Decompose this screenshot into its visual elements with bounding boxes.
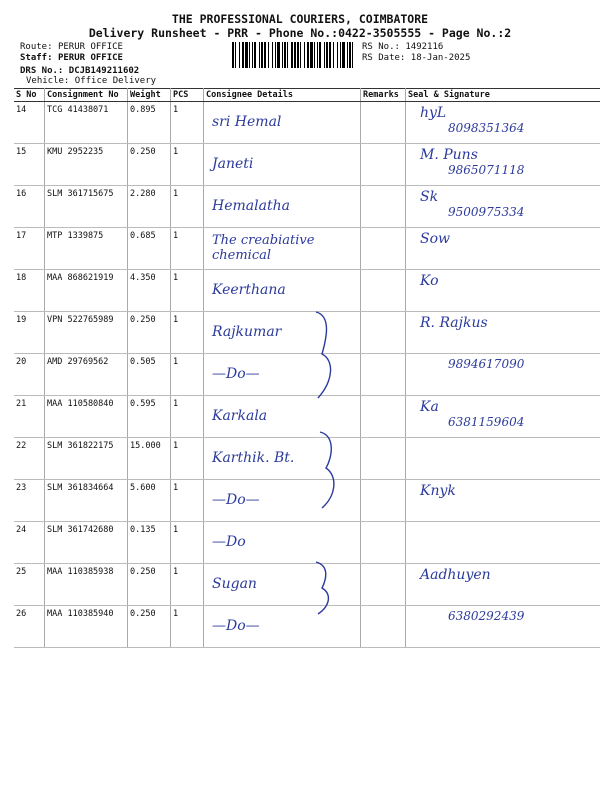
weight-cell: 0.595 xyxy=(128,396,171,438)
table-row xyxy=(14,396,600,438)
remarks-cell xyxy=(361,522,406,564)
table-row xyxy=(14,480,600,522)
consignee-handwriting: Sugan xyxy=(212,576,257,592)
pcs-cell: 1 xyxy=(171,564,204,606)
consignment-cell: VPN 522765989 xyxy=(45,312,128,354)
pcs-cell: 1 xyxy=(171,396,204,438)
consignee-handwriting: Janeti xyxy=(212,156,254,172)
table-row xyxy=(14,354,600,396)
phone-number: 9894617090 xyxy=(448,357,525,371)
remarks-cell xyxy=(361,228,406,270)
phone-number: 6381159604 xyxy=(448,415,525,429)
consignment-cell: TCG 41438071 xyxy=(45,102,128,144)
table-row xyxy=(14,270,600,312)
remarks-cell xyxy=(361,606,406,648)
pcs-cell: 1 xyxy=(171,312,204,354)
consignment-cell: SLM 361715675 xyxy=(45,186,128,228)
sno-cell: 14 xyxy=(14,102,45,144)
brace-22-24 xyxy=(316,430,342,510)
seal-signature-cell xyxy=(406,480,600,522)
weight-cell: 0.685 xyxy=(128,228,171,270)
rs-no-label: RS No.: xyxy=(362,42,400,52)
consignee-handwriting: Karkala xyxy=(212,408,268,424)
table-row xyxy=(14,606,600,648)
consignee-cell xyxy=(204,228,361,270)
rs-no-value: 1492116 xyxy=(405,42,444,52)
consignment-cell: AMD 29769562 xyxy=(45,354,128,396)
sno-cell: 15 xyxy=(14,144,45,186)
drs-label: DRS No.: xyxy=(20,66,64,76)
consignee-cell xyxy=(204,522,361,564)
remarks-cell xyxy=(361,102,406,144)
pcs-cell: 1 xyxy=(171,522,204,564)
consignee-handwriting: —Do— xyxy=(212,618,260,634)
consignee-handwriting: Karthik. Bt. xyxy=(212,450,295,466)
consignee-handwriting: Hemalatha xyxy=(212,198,290,214)
remarks-cell xyxy=(361,312,406,354)
seal-signature-cell xyxy=(406,438,600,480)
seal-signature-cell xyxy=(406,186,600,228)
signature: hyL xyxy=(420,105,447,121)
seal-signature-cell xyxy=(406,228,600,270)
table-row xyxy=(14,522,600,564)
col-pcs: PCS xyxy=(171,89,204,102)
sno-cell: 26 xyxy=(14,606,45,648)
remarks-cell xyxy=(361,144,406,186)
phone-number: 8098351364 xyxy=(448,121,525,135)
table-row xyxy=(14,102,600,144)
sno-cell: 16 xyxy=(14,186,45,228)
rs-date-value: 18-Jan-2025 xyxy=(410,53,471,63)
consignee-cell xyxy=(204,270,361,312)
signature: Ko xyxy=(420,273,439,289)
table-row xyxy=(14,144,600,186)
table-row xyxy=(14,312,600,354)
consignee-handwriting: —Do— xyxy=(212,366,260,382)
weight-cell: 15.000 xyxy=(128,438,171,480)
staff-label: Staff: xyxy=(20,53,53,63)
table-row xyxy=(14,564,600,606)
vehicle-value: Office Delivery xyxy=(74,76,157,86)
consignment-cell: MTP 1339875 xyxy=(45,228,128,270)
consignee-cell xyxy=(204,102,361,144)
weight-cell: 0.250 xyxy=(128,144,171,186)
weight-cell: 0.505 xyxy=(128,354,171,396)
rs-no-line xyxy=(362,42,443,53)
consignment-cell: KMU 2952235 xyxy=(45,144,128,186)
sno-cell: 24 xyxy=(14,522,45,564)
drs-barcode xyxy=(232,42,356,68)
pcs-cell: 1 xyxy=(171,144,204,186)
pcs-cell: 1 xyxy=(171,480,204,522)
weight-cell: 0.895 xyxy=(128,102,171,144)
signature: Ka xyxy=(420,399,439,415)
route-label: Route: xyxy=(20,42,53,52)
signature: M. Puns xyxy=(420,147,478,163)
weight-cell: 4.350 xyxy=(128,270,171,312)
consignee-handwriting: Rajkumar xyxy=(212,324,282,340)
rs-date-label: RS Date: xyxy=(362,53,406,63)
seal-signature-cell xyxy=(406,606,600,648)
pcs-cell: 1 xyxy=(171,102,204,144)
weight-cell: 0.250 xyxy=(128,312,171,354)
weight-cell: 2.280 xyxy=(128,186,171,228)
signature: Sk xyxy=(420,189,439,205)
phone-number: 9865071118 xyxy=(448,163,525,177)
col-remarks: Remarks xyxy=(361,89,406,102)
seal-signature-cell xyxy=(406,564,600,606)
consignee-cell xyxy=(204,186,361,228)
phone-number: 9500975334 xyxy=(448,205,525,219)
sno-cell: 18 xyxy=(14,270,45,312)
rs-date-line xyxy=(362,53,470,64)
signature: Sow xyxy=(420,231,451,247)
pcs-cell: 1 xyxy=(171,186,204,228)
phone-number: 6380292439 xyxy=(448,609,525,623)
sno-cell: 17 xyxy=(14,228,45,270)
remarks-cell xyxy=(361,270,406,312)
table-header-row xyxy=(14,89,600,102)
seal-signature-cell xyxy=(406,144,600,186)
consignment-cell: MAA 868621919 xyxy=(45,270,128,312)
consignment-cell: SLM 361742680 xyxy=(45,522,128,564)
weight-cell: 0.135 xyxy=(128,522,171,564)
sno-cell: 19 xyxy=(14,312,45,354)
pcs-cell: 1 xyxy=(171,606,204,648)
col-sno: S No xyxy=(14,89,45,102)
remarks-cell xyxy=(361,564,406,606)
col-weight: Weight xyxy=(128,89,171,102)
table-row xyxy=(14,438,600,480)
consignee-handwriting: —Do xyxy=(212,534,246,550)
sno-cell: 25 xyxy=(14,564,45,606)
signature: R. Rajkus xyxy=(420,315,488,331)
runsheet-table xyxy=(14,88,600,648)
drs-value: DCJB149211602 xyxy=(68,66,140,76)
seal-signature-cell xyxy=(406,396,600,438)
consignment-cell: SLM 361834664 xyxy=(45,480,128,522)
remarks-cell xyxy=(361,438,406,480)
pcs-cell: 1 xyxy=(171,228,204,270)
route-value: PERUR OFFICE xyxy=(57,42,123,52)
sno-cell: 20 xyxy=(14,354,45,396)
seal-signature-cell xyxy=(406,102,600,144)
brace-25-26 xyxy=(312,560,338,616)
seal-signature-cell xyxy=(406,312,600,354)
col-seal: Seal & Signature xyxy=(406,89,600,102)
col-consignee: Consignee Details xyxy=(204,89,361,102)
seal-signature-cell xyxy=(406,522,600,564)
consignee-cell xyxy=(204,144,361,186)
consignee-handwriting: —Do— xyxy=(212,492,260,508)
table-row xyxy=(14,228,600,270)
sno-cell: 22 xyxy=(14,438,45,480)
table-row xyxy=(14,186,600,228)
pcs-cell: 1 xyxy=(171,354,204,396)
staff-line xyxy=(20,53,123,64)
weight-cell: 0.250 xyxy=(128,564,171,606)
consignee-handwriting: sri Hemal xyxy=(212,114,282,130)
company-title: THE PROFESSIONAL COURIERS, COIMBATORE xyxy=(171,12,429,26)
consignment-cell: MAA 110385940 xyxy=(45,606,128,648)
sno-cell: 23 xyxy=(14,480,45,522)
vehicle-line xyxy=(26,76,156,87)
staff-value: PERUR OFFICE xyxy=(57,53,123,63)
col-consignment: Consignment No xyxy=(45,89,128,102)
remarks-cell xyxy=(361,396,406,438)
consignee-handwriting: Keerthana xyxy=(212,282,286,298)
remarks-cell xyxy=(361,186,406,228)
remarks-cell xyxy=(361,480,406,522)
pcs-cell: 1 xyxy=(171,270,204,312)
vehicle-label: Vehicle: xyxy=(26,76,70,86)
consignment-cell: MAA 110580840 xyxy=(45,396,128,438)
sno-cell: 21 xyxy=(14,396,45,438)
remarks-cell xyxy=(361,354,406,396)
consignment-cell: MAA 110385938 xyxy=(45,564,128,606)
weight-cell: 0.250 xyxy=(128,606,171,648)
signature: Aadhuyen xyxy=(420,567,491,583)
brace-19-20 xyxy=(312,310,338,400)
consignment-cell: SLM 361822175 xyxy=(45,438,128,480)
pcs-cell: 1 xyxy=(171,438,204,480)
weight-cell: 5.600 xyxy=(128,480,171,522)
seal-signature-cell xyxy=(406,354,600,396)
runsheet-subtitle: Delivery Runsheet - PRR - Phone No.:0422-3505555 - Page No.:2 xyxy=(88,26,512,40)
seal-signature-cell xyxy=(406,270,600,312)
consignee-handwriting: The creabiative chemical xyxy=(212,233,315,263)
signature: Knyk xyxy=(420,483,456,499)
route-line xyxy=(20,42,123,53)
